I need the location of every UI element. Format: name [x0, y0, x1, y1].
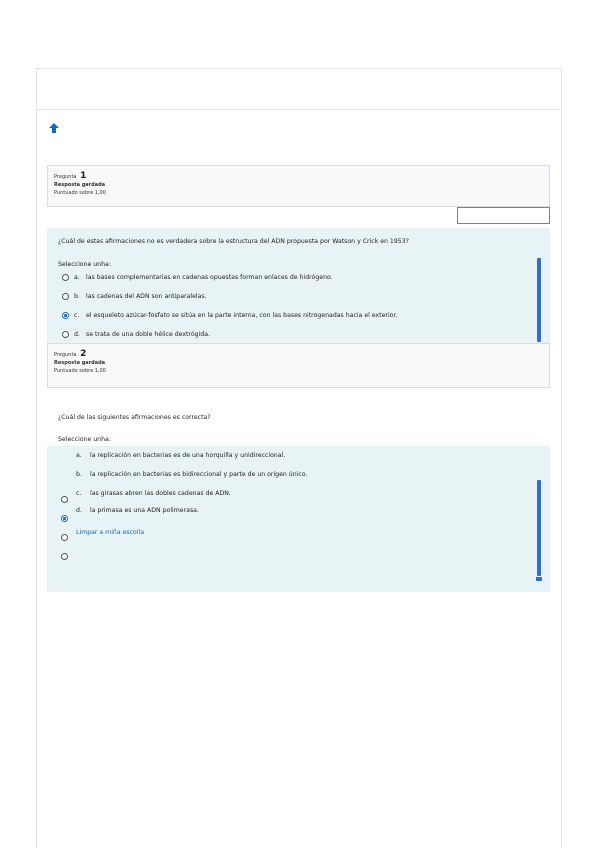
scrollbar-2[interactable]	[537, 480, 541, 576]
option-letter: c.	[76, 490, 82, 497]
question-number: 2	[80, 349, 87, 359]
option-text: la primasa es una ADN polimerasa.	[89, 507, 199, 514]
question-score: Puntuado sobre 1,00	[54, 190, 106, 196]
arrow-up-icon[interactable]	[47, 121, 61, 135]
question-score: Puntuado sobre 1,00	[54, 368, 106, 374]
question-text: ¿Cuál de las siguientes afirmaciones es correcta?	[58, 414, 211, 421]
option-letter: a.	[76, 452, 82, 459]
option-b[interactable]	[76, 471, 307, 478]
select-label: Seleccione unha:	[58, 436, 111, 443]
option-text: el esqueleto azúcar-fosfato se sitúa en la parte interna, con las bases nitrogenadas hacia el exterior.	[86, 312, 398, 319]
question-label: Pregunta	[54, 352, 77, 358]
radio-option-c[interactable]	[61, 496, 68, 503]
option-text: la replicación en bacterias es bidireccional y parte de un origen único.	[89, 471, 308, 478]
option-a[interactable]	[62, 274, 333, 281]
clear-choice-link[interactable]: Limpar a miña escolla	[76, 529, 145, 536]
question-2-info	[47, 343, 550, 388]
scroll-down-arrow-icon[interactable]	[536, 577, 542, 581]
question-status: Resposta gardada	[54, 182, 106, 188]
option-d[interactable]	[76, 507, 199, 514]
option-b[interactable]	[62, 293, 207, 300]
radio-option-d-selected[interactable]	[61, 515, 68, 522]
option-a[interactable]	[76, 452, 285, 459]
header-band	[36, 68, 562, 110]
option-c[interactable]	[62, 312, 397, 319]
option-text: las bases complementarias en cadenas opuestas forman enlaces de hidrógeno.	[86, 274, 333, 281]
question-label: Pregunta	[54, 174, 77, 180]
question-1-info	[47, 165, 550, 207]
select-label: Seleccione unha:	[58, 261, 111, 268]
option-letter: a.	[74, 274, 80, 281]
radio-option-c-selected[interactable]	[62, 312, 69, 319]
option-text: se trata de una doble hélice dextrógida.	[86, 331, 210, 338]
radio-option-a[interactable]	[62, 274, 69, 281]
question-number: 1	[80, 171, 87, 181]
radio-clear[interactable]	[61, 534, 68, 541]
option-letter: b.	[74, 293, 80, 300]
scrollbar-1[interactable]	[537, 258, 541, 342]
option-d[interactable]	[62, 331, 210, 338]
radio-option-b[interactable]	[62, 293, 69, 300]
radio-empty[interactable]	[61, 553, 68, 560]
question-status: Resposta gardada	[54, 360, 106, 366]
option-letter: b.	[76, 471, 82, 478]
option-letter: c.	[74, 312, 80, 319]
option-letter: d.	[74, 331, 80, 338]
option-letter: d.	[76, 507, 82, 514]
flag-question-button[interactable]	[457, 207, 550, 224]
radio-option-d[interactable]	[62, 331, 69, 338]
option-text: la replicación en bacterias es de una horquilla y unidireccional.	[89, 452, 286, 459]
question-2-content	[47, 446, 550, 592]
option-text: las cadenas del ADN son antiparalelas.	[86, 293, 207, 300]
option-text: las girasas abren las dobles cadenas de ADN.	[89, 490, 231, 497]
option-c[interactable]	[76, 490, 231, 497]
question-text: ¿Cuál de estas afirmaciones no es verdadera sobre la estructura del ADN propuesta por Watson y Crick en 1953?	[58, 238, 409, 245]
question-1-content	[47, 228, 550, 343]
